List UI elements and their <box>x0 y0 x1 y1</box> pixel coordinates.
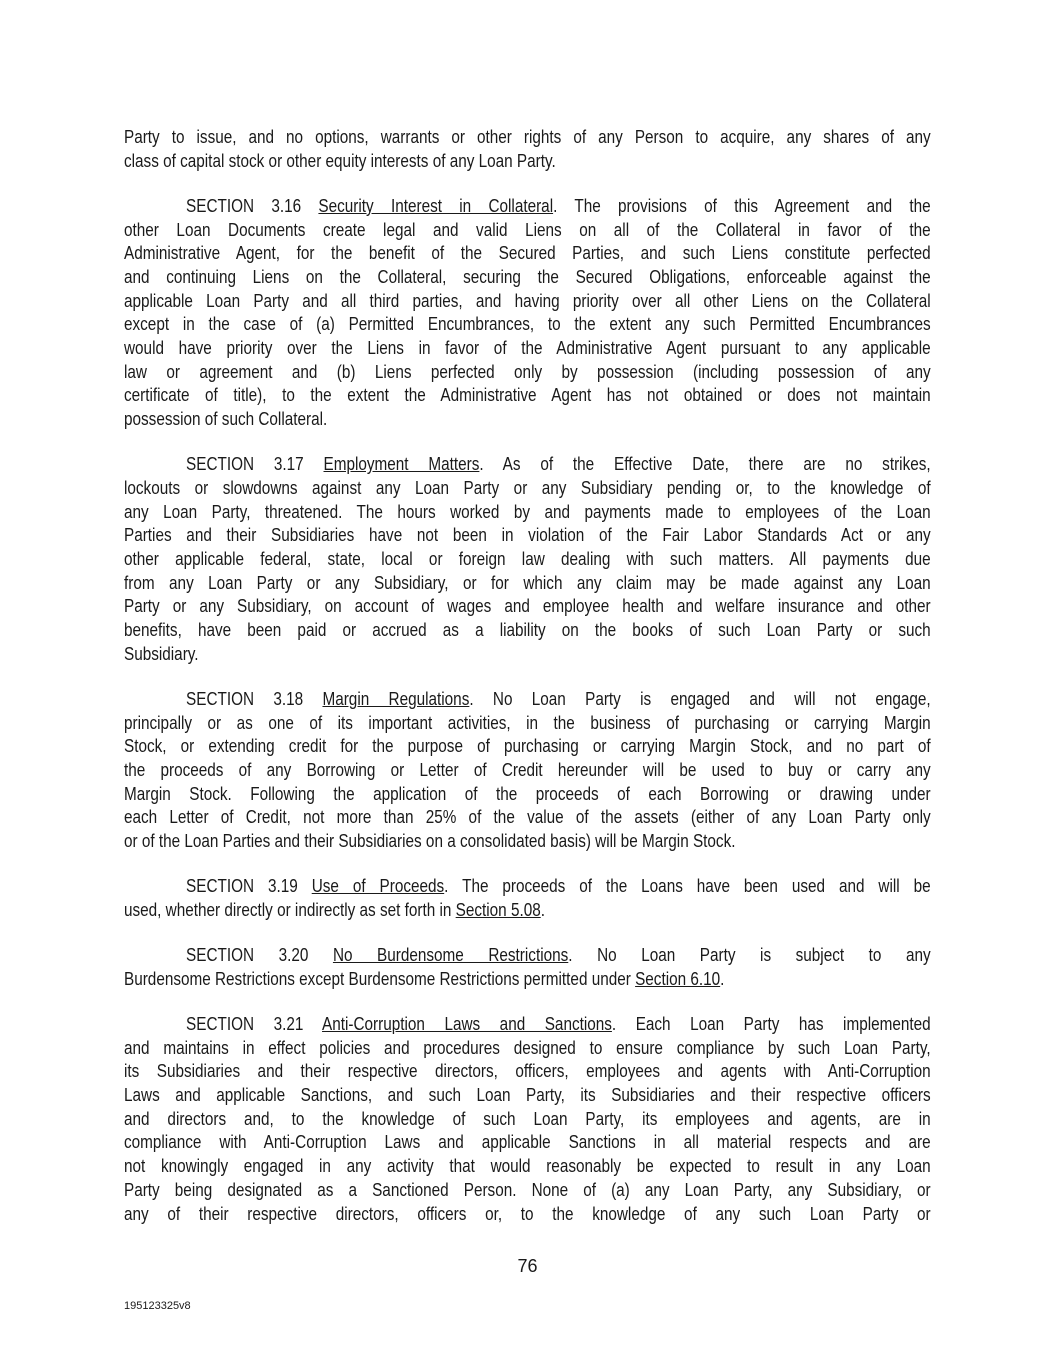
paragraph <box>124 875 931 922</box>
paragraph <box>124 944 931 991</box>
text-line: and maintains in effect policies and procedures designed to ensure compliance by such Loan Party, <box>124 1037 931 1058</box>
section-heading: Employment Matters <box>323 454 480 475</box>
paragraph <box>124 453 931 666</box>
paragraph <box>124 195 931 432</box>
text-line: principally or as one of its important activities, in the business of purchasing or carrying Margin <box>124 712 931 733</box>
text-segment: . No Loan Party is subject to any <box>568 945 931 966</box>
section-heading: Anti-Corruption Laws and Sanctions <box>322 1014 612 1034</box>
text-line: Margin Stock. Following the application of the proceeds of each Borrowing or drawing under <box>124 783 931 804</box>
text-line: class of capital stock or other equity interests of any Loan Party. <box>124 150 556 171</box>
text-line: other applicable federal, state, local or foreign law dealing with such matters. All payments due <box>124 549 931 569</box>
text-line: any Loan Party, threatened. The hours worked by and payments made to employees of the Loan <box>124 501 931 522</box>
text-line: possession of such Collateral. <box>124 409 328 430</box>
section-heading: Security Interest in Collateral <box>318 195 554 216</box>
text-line: Stock, or extending credit for the purpose of purchasing or carrying Margin Stock, and no part of <box>124 736 931 757</box>
text-line: and continuing Liens on the Collateral, securing the Secured Obligations, enforceable against the <box>124 266 931 287</box>
page-number: 76 <box>517 1256 538 1276</box>
text-line: except in the case of (a) Permitted Encumbrances, to the extent any such Permitted Encumbrances <box>124 314 931 335</box>
text-segment: used, whether directly or indirectly as set forth in <box>124 899 456 920</box>
section-heading: Margin Regulations <box>322 688 470 709</box>
text-segment: SECTION 3.21 <box>186 1014 323 1034</box>
text-line: Party to issue, and no options, warrants or other rights of any Person to acquire, any shares of any <box>124 127 931 147</box>
text-line <box>124 195 931 219</box>
text-line <box>124 1013 931 1037</box>
text-line: and directors and, to the knowledge of such Loan Party, its employees and agents, are in <box>124 1108 931 1129</box>
text-line: the proceeds of any Borrowing or Letter of Credit hereunder will be used to buy or carry any <box>124 760 931 780</box>
section-heading: Use of Proceeds <box>311 876 445 897</box>
text-segment: SECTION 3.17 <box>186 454 324 475</box>
text-line: Party being designated as a Sanctioned Person. None of (a) any Loan Party, any Subsidiary, or <box>124 1179 931 1200</box>
document-id: 195123325v8 <box>124 1300 191 1312</box>
text-line <box>124 899 931 923</box>
text-line: other Loan Documents create legal and valid Liens on all of the Collateral in favor of the <box>124 219 931 240</box>
section-heading: Section 5.08 <box>455 899 541 920</box>
text-segment: SECTION 3.19 <box>186 876 312 897</box>
text-line <box>124 944 931 968</box>
text-line: law or agreement and (b) Liens perfected only by possession (including possession of any <box>124 361 931 382</box>
paragraph <box>124 126 931 173</box>
text-line: benefits, have been paid or accrued as a liability on the books of such Loan Party or such <box>124 620 931 641</box>
paragraph <box>124 688 931 854</box>
document-body <box>124 126 931 1248</box>
section-heading: Section 6.10 <box>635 968 721 989</box>
text-segment: . No Loan Party is engaged and will not engage, <box>469 688 931 709</box>
text-line <box>124 875 931 899</box>
text-line: each Letter of Credit, not more than 25% of the value of the assets (either of any Loan Party only <box>124 807 931 828</box>
text-segment: . <box>720 968 725 989</box>
text-line <box>124 453 931 477</box>
text-line: or of the Loan Parties and their Subsidiaries on a consolidated basis) will be Margin Stock. <box>124 831 736 852</box>
text-segment: SECTION 3.16 <box>186 195 319 216</box>
text-line <box>124 968 931 992</box>
paragraph <box>124 1013 931 1226</box>
text-line: Laws and applicable Sanctions, and such Loan Party, its Subsidiaries and their respective officers <box>124 1085 931 1106</box>
text-segment: Burdensome Restrictions except Burdensome Restrictions permitted under <box>124 968 636 989</box>
text-line: applicable Loan Party and all third parties, and having priority over all other Liens on the Collateral <box>124 290 931 311</box>
text-segment: . <box>540 899 545 920</box>
text-line: Parties and their Subsidiaries have not been in violation of the Fair Labor Standards Act or any <box>124 525 931 546</box>
text-line: its Subsidiaries and their respective directors, officers, employees and agents with Anti-Corruption <box>124 1061 931 1082</box>
text-line: lockouts or slowdowns against any Loan Party or any Subsidiary pending or, to the knowledge of <box>124 477 931 498</box>
text-line <box>124 688 931 712</box>
text-line: Party or any Subsidiary, on account of wages and employee health and welfare insurance and other <box>124 596 931 617</box>
text-line: any of their respective directors, officers or, to the knowledge of any such Loan Party or <box>124 1203 931 1224</box>
text-segment: . The proceeds of the Loans have been used and will be <box>444 876 931 897</box>
text-segment: . Each Loan Party has implemented <box>611 1014 931 1034</box>
text-segment: . The provisions of this Agreement and the <box>553 195 931 216</box>
text-line: from any Loan Party or any Subsidiary, or for which any claim may be made against any Loan <box>124 572 931 593</box>
text-line: not knowingly engaged in any activity that would reasonably be expected to result in any Loan <box>124 1156 931 1177</box>
text-line: compliance with Anti-Corruption Laws and applicable Sanctions in all material respects and are <box>124 1132 931 1153</box>
text-segment: . As of the Effective Date, there are no strikes, <box>479 454 931 475</box>
text-line: Subsidiary. <box>124 643 199 664</box>
text-segment: SECTION 3.18 <box>186 688 323 709</box>
text-segment: SECTION 3.20 <box>186 945 333 966</box>
section-heading: No Burdensome Restrictions <box>332 945 569 966</box>
text-line: certificate of title), to the extent the Administrative Agent has not obtained or does not maintain <box>124 385 931 406</box>
text-line: Administrative Agent, for the benefit of the Secured Parties, and such Liens constitute perfected <box>124 243 931 264</box>
text-line: would have priority over the Liens in favor of the Administrative Agent pursuant to any applicable <box>124 338 931 358</box>
